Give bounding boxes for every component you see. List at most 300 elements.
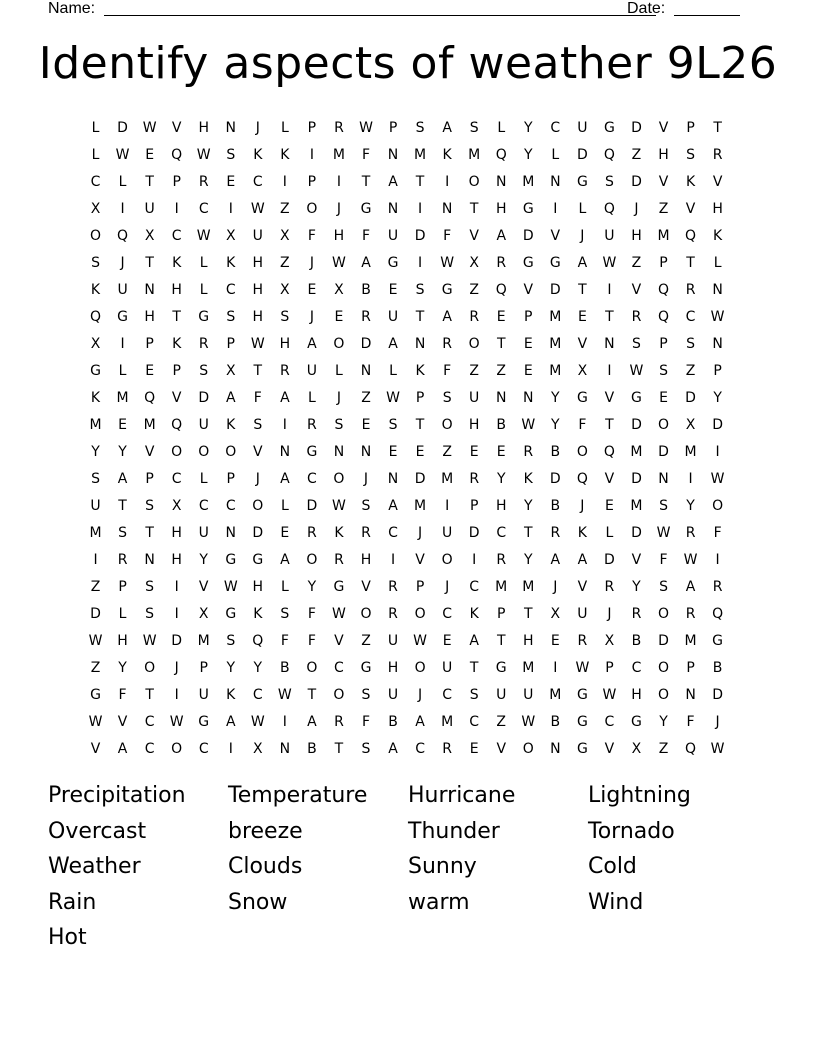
- grid-letter: E: [659, 389, 668, 406]
- grid-letter: M: [116, 389, 129, 406]
- grid-letter: O: [306, 659, 318, 676]
- grid-letter: D: [576, 146, 588, 163]
- grid-letter: R: [550, 524, 561, 541]
- grid-letter: W: [142, 632, 157, 649]
- grid-letter: U: [387, 632, 399, 649]
- grid-letter: S: [226, 632, 236, 649]
- grid-letter: H: [333, 227, 345, 244]
- grid-letter: S: [280, 308, 290, 325]
- grid-letter: I: [336, 173, 342, 190]
- grid-letter: S: [686, 146, 695, 163]
- grid-letter: Z: [496, 713, 507, 730]
- grid-letter: E: [469, 443, 479, 460]
- grid-letter: Y: [632, 578, 641, 595]
- grid-letter: B: [712, 659, 723, 676]
- grid-letter: T: [172, 308, 181, 325]
- grid-letter: P: [199, 659, 208, 676]
- grid-letter: K: [253, 146, 263, 163]
- grid-letter: I: [553, 659, 558, 676]
- grid-letter: F: [307, 605, 316, 622]
- grid-letter: W: [250, 200, 265, 217]
- grid-letter: N: [333, 443, 345, 460]
- grid-row: [82, 708, 731, 735]
- grid-letter: O: [712, 497, 724, 514]
- name-blank-line[interactable]: [104, 15, 656, 16]
- grid-letter: D: [604, 551, 615, 568]
- grid-letter: I: [120, 335, 125, 352]
- page-title: Identify aspects of weather 9L26: [38, 38, 778, 89]
- grid-letter: U: [387, 308, 399, 325]
- grid-row: [82, 654, 731, 681]
- grid-letter: N: [279, 740, 291, 757]
- grid-letter: P: [172, 362, 181, 379]
- grid-letter: V: [550, 227, 561, 244]
- grid-letter: W: [440, 254, 455, 271]
- grid-letter: J: [336, 389, 342, 406]
- grid-letter: P: [307, 119, 317, 136]
- grid-letter: G: [631, 713, 642, 730]
- grid-letter: R: [469, 470, 480, 487]
- grid-letter: D: [198, 389, 210, 406]
- grid-letter: Y: [118, 443, 127, 460]
- grid-row: [82, 519, 731, 546]
- grid-letter: T: [605, 308, 614, 325]
- grid-letter: E: [523, 362, 533, 379]
- grid-letter: S: [145, 578, 155, 595]
- grid-letter: G: [117, 308, 128, 325]
- grid-letter: G: [198, 308, 210, 325]
- grid-letter: K: [226, 686, 236, 703]
- grid-letter: E: [577, 308, 587, 325]
- grid-letter: D: [306, 497, 318, 514]
- grid-letter: T: [605, 416, 614, 433]
- grid-letter: W: [88, 632, 103, 649]
- grid-letter: T: [415, 416, 425, 433]
- grid-letter: L: [307, 389, 316, 406]
- grid-letter: E: [550, 632, 560, 649]
- grid-letter: D: [658, 632, 669, 649]
- grid-letter: O: [225, 443, 237, 460]
- grid-letter: A: [361, 254, 371, 271]
- grid-letter: O: [333, 470, 345, 487]
- grid-letter: T: [578, 281, 587, 298]
- grid-letter: W: [250, 335, 265, 352]
- grid-letter: X: [225, 362, 236, 379]
- grid-letter: Y: [686, 497, 695, 514]
- grid-letter: R: [496, 551, 507, 568]
- grid-letter: D: [522, 227, 534, 244]
- grid-letter: Z: [658, 740, 669, 757]
- grid-letter: U: [604, 227, 615, 244]
- grid-letter: L: [199, 254, 208, 271]
- grid-letter: S: [632, 335, 641, 352]
- grid-letter: V: [198, 578, 209, 595]
- grid-letter: S: [361, 740, 371, 757]
- grid-letter: D: [117, 119, 128, 136]
- grid-letter: M: [549, 335, 562, 352]
- grid-letter: O: [657, 605, 670, 622]
- grid-letter: A: [388, 173, 398, 190]
- grid-letter: O: [198, 443, 210, 460]
- grid-letter: N: [414, 335, 426, 352]
- grid-letter: U: [577, 605, 588, 622]
- grid-letter: I: [472, 551, 477, 568]
- grid-letter: N: [604, 335, 615, 352]
- grid-letter: B: [550, 497, 561, 514]
- grid-letter: L: [118, 173, 127, 190]
- grid-letter: P: [469, 497, 479, 514]
- grid-letter: V: [361, 578, 371, 595]
- grid-letter: S: [361, 497, 371, 514]
- grid-letter: A: [117, 740, 128, 757]
- grid-letter: H: [495, 497, 507, 514]
- grid-letter: X: [144, 227, 155, 244]
- grid-letter: H: [468, 416, 480, 433]
- grid-letter: E: [307, 281, 317, 298]
- grid-letter: V: [577, 578, 588, 595]
- word-list: [48, 778, 768, 956]
- grid-letter: Y: [551, 389, 560, 406]
- grid-letter: P: [415, 389, 425, 406]
- grid-letter: G: [603, 119, 615, 136]
- grid-letter: S: [686, 335, 695, 352]
- grid-letter: A: [577, 551, 588, 568]
- grid-letter: B: [361, 281, 371, 298]
- grid-letter: W: [602, 254, 617, 271]
- grid-letter: Y: [523, 497, 533, 514]
- grid-letter: P: [226, 470, 235, 487]
- grid-letter: T: [118, 497, 127, 514]
- grid-letter: C: [604, 713, 615, 730]
- grid-letter: D: [414, 227, 426, 244]
- grid-letter: R: [307, 416, 317, 433]
- grid-letter: U: [198, 686, 209, 703]
- grid-letter: O: [522, 740, 534, 757]
- grid-letter: S: [145, 605, 155, 622]
- grid-letter: B: [550, 443, 561, 460]
- grid-letter: V: [496, 740, 507, 757]
- grid-letter: U: [387, 227, 399, 244]
- grid-letter: N: [387, 470, 399, 487]
- grid-letter: K: [523, 470, 533, 487]
- grid-letter: E: [442, 632, 452, 649]
- grid-letter: Z: [631, 254, 642, 271]
- grid-letter: G: [225, 605, 237, 622]
- grid-letter: V: [631, 281, 642, 298]
- grid-letter: L: [551, 146, 560, 163]
- grid-letter: F: [280, 632, 289, 649]
- grid-letter: T: [145, 686, 154, 703]
- header-row: [48, 0, 748, 20]
- grid-letter: P: [659, 335, 668, 352]
- grid-letter: C: [144, 740, 155, 757]
- grid-letter: N: [550, 173, 561, 190]
- grid-letter: G: [549, 254, 561, 271]
- grid-letter: L: [280, 119, 289, 136]
- grid-letter: T: [307, 686, 317, 703]
- grid-letter: E: [469, 740, 479, 757]
- grid-letter: D: [685, 389, 696, 406]
- grid-letter: U: [387, 686, 399, 703]
- grid-letter: T: [145, 173, 154, 190]
- grid-letter: F: [361, 146, 371, 163]
- grid-letter: N: [495, 389, 507, 406]
- grid-letter: K: [469, 605, 479, 622]
- grid-letter: E: [334, 308, 344, 325]
- word-list-row: [48, 849, 768, 885]
- grid-letter: Z: [280, 254, 290, 271]
- grid-letter: M: [522, 173, 535, 190]
- grid-letter: E: [523, 335, 533, 352]
- grid-letter: S: [199, 362, 209, 379]
- grid-letter: I: [93, 551, 98, 568]
- grid-letter: G: [90, 686, 101, 703]
- grid-letter: U: [469, 389, 480, 406]
- grid-letter: H: [387, 659, 399, 676]
- grid-letter: H: [252, 578, 264, 595]
- grid-letter: G: [387, 254, 399, 271]
- grid-letter: U: [90, 497, 101, 514]
- grid-letter: X: [577, 362, 588, 379]
- grid-letter: M: [549, 686, 562, 703]
- grid-letter: C: [171, 470, 182, 487]
- grid-letter: W: [196, 227, 211, 244]
- grid-letter: U: [577, 119, 588, 136]
- grid-letter: V: [631, 551, 642, 568]
- word-list-item: Weather: [48, 854, 141, 879]
- grid-letter: Q: [685, 740, 697, 757]
- grid-letter: H: [279, 335, 291, 352]
- grid-letter: S: [226, 308, 236, 325]
- grid-letter: J: [309, 308, 314, 325]
- grid-row: [82, 195, 731, 222]
- grid-letter: G: [333, 578, 345, 595]
- grid-letter: W: [602, 686, 617, 703]
- grid-letter: O: [306, 551, 318, 568]
- grid-letter: J: [174, 659, 179, 676]
- grid-letter: O: [657, 659, 670, 676]
- grid-letter: V: [712, 173, 723, 190]
- grid-letter: Z: [361, 389, 371, 406]
- grid-letter: B: [631, 632, 642, 649]
- grid-letter: L: [280, 578, 289, 595]
- grid-letter: V: [577, 335, 588, 352]
- grid-letter: P: [388, 119, 398, 136]
- grid-letter: Q: [495, 146, 507, 163]
- grid-letter: T: [415, 173, 425, 190]
- grid-letter: X: [685, 416, 696, 433]
- grid-letter: H: [171, 524, 182, 541]
- grid-letter: P: [686, 119, 695, 136]
- grid-letter: V: [90, 740, 101, 757]
- grid-letter: N: [712, 281, 723, 298]
- date-blank-line[interactable]: [674, 15, 740, 16]
- grid-letter: V: [334, 632, 344, 649]
- grid-letter: O: [468, 335, 480, 352]
- grid-letter: R: [685, 605, 696, 622]
- grid-letter: R: [198, 335, 209, 352]
- grid-letter: K: [226, 254, 236, 271]
- grid-letter: Y: [551, 416, 560, 433]
- grid-letter: A: [280, 551, 290, 568]
- grid-letter: W: [710, 740, 725, 757]
- grid-letter: H: [658, 146, 669, 163]
- grid-letter: T: [523, 524, 533, 541]
- grid-letter: O: [171, 740, 183, 757]
- word-list-row: [48, 920, 768, 956]
- grid-letter: U: [496, 686, 507, 703]
- grid-letter: W: [223, 578, 238, 595]
- grid-letter: V: [604, 389, 615, 406]
- grid-letter: X: [280, 281, 290, 298]
- grid-letter: K: [226, 416, 236, 433]
- grid-letter: U: [252, 227, 263, 244]
- grid-letter: V: [171, 119, 182, 136]
- grid-letter: I: [553, 200, 558, 217]
- name-label: Name:: [48, 0, 96, 17]
- grid-letter: T: [415, 308, 425, 325]
- grid-letter: H: [631, 686, 642, 703]
- grid-letter: T: [334, 740, 344, 757]
- grid-letter: H: [712, 200, 723, 217]
- grid-letter: M: [630, 497, 643, 514]
- grid-letter: D: [712, 686, 723, 703]
- grid-letter: H: [252, 281, 264, 298]
- grid-row: [82, 168, 731, 195]
- grid-letter: U: [117, 281, 128, 298]
- grid-letter: X: [280, 227, 290, 244]
- grid-letter: I: [228, 200, 233, 217]
- grid-letter: D: [712, 416, 723, 433]
- grid-letter: M: [522, 578, 535, 595]
- grid-letter: M: [89, 524, 102, 541]
- grid-letter: N: [523, 389, 534, 406]
- grid-row: [82, 114, 731, 141]
- grid-letter: H: [144, 308, 155, 325]
- grid-letter: L: [605, 524, 614, 541]
- grid-letter: R: [469, 308, 480, 325]
- word-list-item: warm: [408, 889, 470, 915]
- grid-letter: Z: [685, 362, 696, 379]
- grid-letter: O: [90, 227, 102, 244]
- grid-row: [82, 330, 731, 357]
- grid-letter: C: [442, 686, 453, 703]
- grid-letter: I: [418, 254, 423, 271]
- grid-letter: W: [629, 362, 644, 379]
- grid-letter: A: [550, 551, 561, 568]
- grid-letter: H: [360, 551, 372, 568]
- grid-letter: N: [441, 200, 453, 217]
- grid-letter: C: [334, 659, 344, 676]
- grid-letter: C: [550, 119, 561, 136]
- grid-letter: D: [549, 470, 561, 487]
- grid-letter: J: [553, 578, 558, 595]
- grid-letter: E: [280, 524, 290, 541]
- grid-letter: W: [521, 713, 536, 730]
- grid-letter: O: [144, 659, 156, 676]
- grid-letter: D: [468, 524, 480, 541]
- grid-letter: L: [497, 119, 506, 136]
- grid-letter: Q: [495, 281, 507, 298]
- grid-letter: B: [550, 713, 561, 730]
- word-list-item: Temperature: [228, 783, 368, 808]
- grid-letter: R: [496, 254, 507, 271]
- grid-letter: C: [198, 740, 209, 757]
- grid-letter: A: [685, 578, 696, 595]
- grid-letter: E: [496, 443, 506, 460]
- grid-letter: F: [578, 416, 587, 433]
- grid-letter: Q: [252, 632, 264, 649]
- grid-letter: G: [576, 740, 588, 757]
- grid-letter: I: [715, 443, 720, 460]
- grid-letter: R: [442, 335, 452, 352]
- grid-row: [82, 141, 731, 168]
- grid-letter: B: [307, 740, 317, 757]
- grid-letter: F: [361, 227, 371, 244]
- grid-letter: Q: [171, 146, 183, 163]
- word-list-item: Thunder: [408, 818, 500, 844]
- grid-letter: I: [174, 200, 179, 217]
- grid-letter: T: [713, 119, 722, 136]
- grid-letter: Q: [685, 227, 697, 244]
- grid-letter: M: [468, 146, 481, 163]
- grid-row: [82, 600, 731, 627]
- grid-letter: D: [658, 443, 669, 460]
- grid-letter: M: [414, 146, 427, 163]
- grid-letter: J: [580, 227, 585, 244]
- grid-letter: Y: [713, 389, 722, 406]
- grid-letter: R: [712, 146, 723, 163]
- grid-letter: R: [631, 308, 642, 325]
- grid-letter: Q: [657, 281, 670, 298]
- grid-letter: F: [118, 686, 127, 703]
- grid-letter: O: [657, 686, 670, 703]
- grid-letter: R: [442, 740, 452, 757]
- word-list-item: Snow: [228, 889, 288, 915]
- grid-letter: T: [496, 632, 506, 649]
- grid-letter: W: [521, 416, 536, 433]
- grid-letter: I: [282, 173, 287, 190]
- grid-letter: H: [495, 200, 507, 217]
- grid-letter: N: [685, 686, 696, 703]
- grid-letter: Q: [603, 146, 615, 163]
- grid-letter: O: [360, 605, 372, 622]
- grid-letter: N: [387, 200, 399, 217]
- grid-letter: N: [279, 443, 291, 460]
- grid-letter: C: [442, 605, 453, 622]
- grid-letter: D: [549, 281, 561, 298]
- grid-letter: L: [199, 470, 208, 487]
- grid-letter: Z: [469, 362, 479, 379]
- grid-letter: U: [306, 362, 318, 379]
- grid-letter: M: [143, 416, 156, 433]
- grid-letter: H: [117, 632, 128, 649]
- grid-letter: J: [418, 686, 423, 703]
- grid-letter: Z: [631, 146, 642, 163]
- word-list-item: Overcast: [48, 818, 147, 844]
- grid-letter: Z: [496, 362, 507, 379]
- grid-letter: Q: [657, 308, 670, 325]
- grid-letter: D: [360, 335, 372, 352]
- grid-letter: R: [577, 632, 588, 649]
- grid-letter: P: [145, 335, 154, 352]
- grid-letter: T: [145, 524, 154, 541]
- grid-letter: F: [443, 362, 452, 379]
- grid-letter: W: [683, 551, 698, 568]
- grid-letter: G: [198, 713, 210, 730]
- grid-letter: K: [172, 335, 182, 352]
- grid-letter: T: [145, 254, 154, 271]
